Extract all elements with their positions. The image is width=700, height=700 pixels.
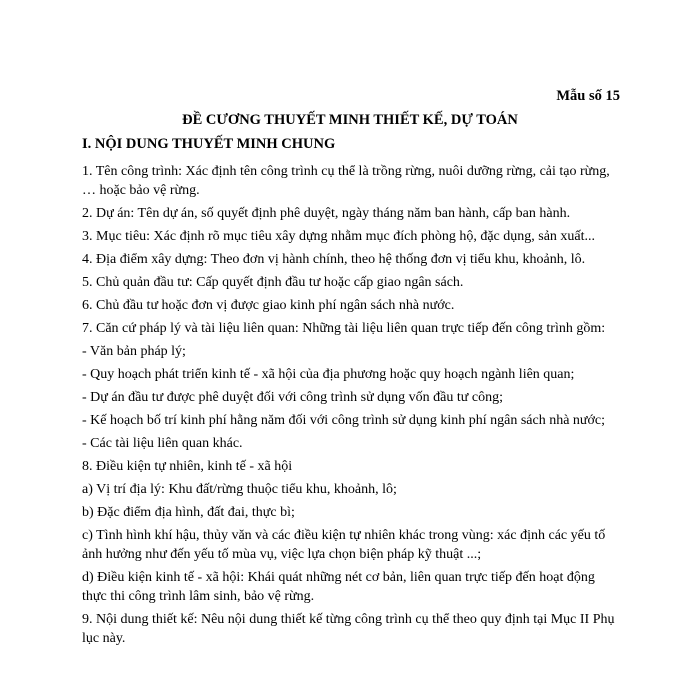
list-item-terrain: b) Đặc điểm địa hình, đất đai, thực bì;: [82, 505, 295, 520]
list-item-annual-plan: - Kế hoạch bố trí kinh phí hằng năm đối với công trình sử dụng kinh phí ngân sách nhà nước;: [82, 413, 606, 428]
list-item-socioeconomic: d) Điều kiện kinh tế - xã hội: Khái quát những nét cơ bản, liên quan trực tiếp đến hoạt động thực thi công trình lâm sinh, bảo vệ rừng.: [82, 570, 595, 604]
paragraph-legal-basis: 7. Căn cứ pháp lý và tài liệu liên quan: Những tài liệu liên quan trực tiếp đến công trình gồm:: [82, 321, 606, 336]
paragraph-investment-owner: 5. Chủ quản đầu tư: Cấp quyết định đầu tư hoặc cấp giao ngân sách.: [82, 275, 464, 290]
document-body: [82, 162, 622, 652]
paragraph-investor: 6. Chủ đầu tư hoặc đơn vị được giao kinh phí ngân sách nhà nước.: [82, 298, 455, 313]
paragraph-location: 4. Địa điểm xây dựng: Theo đơn vị hành chính, theo hệ thống đơn vị tiểu khu, khoảnh, lô.: [82, 252, 586, 267]
paragraph-conditions: 8. Điều kiện tự nhiên, kinh tế - xã hội: [82, 459, 293, 474]
list-item-climate: c) Tình hình khí hậu, thủy văn và các điều kiện tự nhiên khác trong vùng: xác định các yếu tố ảnh hưởng như đến yếu tố mùa vụ, việc lựa chọn biện pháp kỹ thuật ...;: [82, 528, 606, 562]
list-item-legal-documents: - Văn bản pháp lý;: [82, 344, 186, 359]
form-number: Mẫu số 15: [556, 88, 620, 104]
section-heading: I. NỘI DUNG THUYẾT MINH CHUNG: [82, 136, 336, 152]
list-item-planning: - Quy hoạch phát triển kinh tế - xã hội của địa phương hoặc quy hoạch ngành liên quan;: [82, 367, 575, 382]
list-item-approved-project: - Dự án đầu tư được phê duyệt đối với công trình sử dụng vốn đầu tư công;: [82, 390, 503, 405]
paragraph-design-content: 9. Nội dung thiết kế: Nêu nội dung thiết kế từng công trình cụ thể theo quy định tại Mục II Phụ lục này.: [82, 612, 615, 646]
paragraph-project-name: 1. Tên công trình: Xác định tên công trình cụ thể là trồng rừng, nuôi dưỡng rừng, cải tạo rừng, … hoặc bảo vệ rừng.: [82, 164, 610, 198]
paragraph-project: 2. Dự án: Tên dự án, số quyết định phê duyệt, ngày tháng năm ban hành, cấp ban hành.: [82, 206, 571, 221]
paragraph-objective: 3. Mục tiêu: Xác định rõ mục tiêu xây dựng nhằm mục đích phòng hộ, đặc dụng, sản xuất...: [82, 229, 596, 244]
list-item-other-documents: - Các tài liệu liên quan khác.: [82, 436, 243, 451]
list-item-geography: a) Vị trí địa lý: Khu đất/rừng thuộc tiểu khu, khoảnh, lô;: [82, 482, 397, 497]
document-title: ĐỀ CƯƠNG THUYẾT MINH THIẾT KẾ, DỰ TOÁN: [182, 112, 518, 128]
